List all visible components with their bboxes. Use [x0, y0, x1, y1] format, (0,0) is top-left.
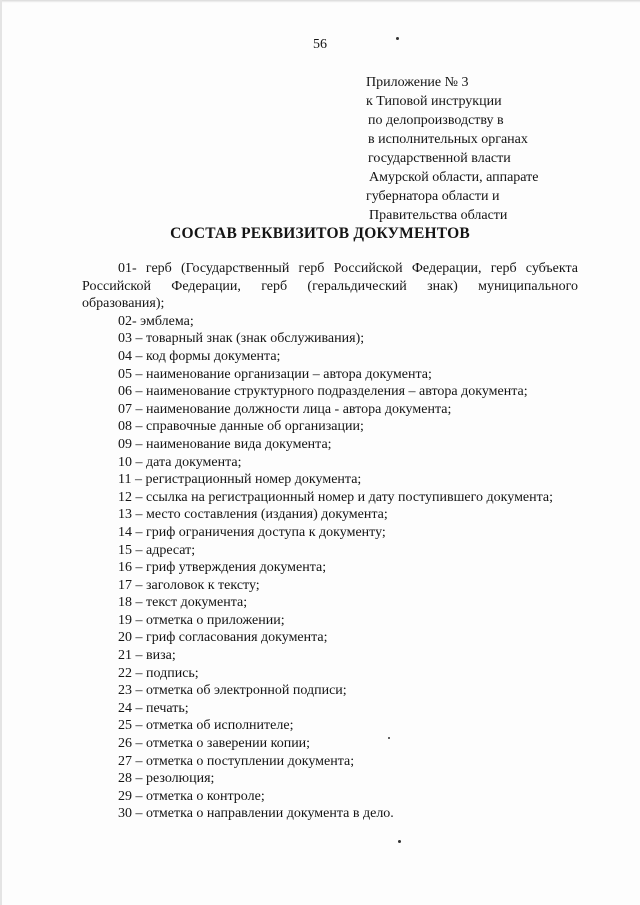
requisite-item: 07 – наименование должности лица - автора документа;: [118, 401, 452, 417]
requisite-item: 05 – наименование организации – автора документа;: [118, 366, 432, 382]
requisite-item: 29 – отметка о контроле;: [118, 788, 265, 804]
requisite-item: 21 – виза;: [118, 648, 176, 664]
scan-edge-top: [0, 0, 640, 3]
scan-speck: [396, 37, 399, 40]
requisite-item: 11 – регистрационный номер документа;: [118, 472, 362, 488]
requisite-item: 25 – отметка об исполнителе;: [118, 718, 294, 734]
scan-speck: [398, 840, 401, 843]
requisite-item: 04 – код формы документа;: [118, 348, 281, 364]
requisite-item: 15 – адресат;: [118, 542, 196, 558]
scan-speck: [388, 737, 390, 739]
requisite-item: 16 – гриф утверждения документа;: [118, 560, 327, 576]
appendix-line: государственной власти: [368, 151, 511, 166]
requisite-item: 19 – отметка о приложении;: [118, 612, 285, 628]
requisite-item: 10 – дата документа;: [118, 454, 242, 470]
appendix-line: по делопроизводству в: [368, 113, 504, 128]
appendix-line: Амурской области, аппарате: [369, 170, 539, 185]
requisite-item: 27 – отметка о поступлении документа;: [118, 753, 355, 769]
scan-edge-left: [0, 0, 2, 905]
appendix-line: губернатора области и: [366, 189, 500, 204]
appendix-line: к Типовой инструкции: [366, 94, 502, 109]
requisite-item: 06 – наименование структурного подразделения – автора документа;: [118, 384, 528, 400]
requisite-item: 17 – заголовок к тексту;: [118, 577, 260, 593]
requisite-item: 02- эмблема;: [118, 313, 194, 329]
appendix-line: в исполнительных органах: [368, 132, 528, 147]
appendix-header: [366, 73, 616, 225]
requisite-item: 26 – отметка о заверении копии;: [118, 736, 311, 752]
requisite-item: 28 – резолюция;: [118, 771, 215, 787]
requisite-item: 14 – гриф ограничения доступа к документу;: [118, 524, 386, 540]
requisite-item: 22 – подпись;: [118, 665, 199, 681]
document-title: СОСТАВ РЕКВИЗИТОВ ДОКУМЕНТОВ: [170, 225, 470, 242]
requisite-item: 24 – печать;: [118, 700, 189, 716]
page-number: 56: [313, 37, 327, 52]
requisite-item: 03 – товарный знак (знак обслуживания);: [118, 331, 365, 347]
requisites-list: [82, 260, 578, 823]
appendix-line: Правительства области: [369, 208, 508, 223]
requisite-item: 23 – отметка об электронной подписи;: [118, 683, 347, 699]
requisite-item: 08 – справочные данные об организации;: [118, 419, 364, 435]
requisite-item: 30 – отметка о направлении документа в дело.: [118, 806, 394, 822]
requisite-item: 12 – ссылка на регистрационный номер и дату поступившего документа;: [118, 489, 554, 505]
requisite-item: 18 – текст документа;: [118, 595, 248, 611]
requisite-item: 20 – гриф согласования документа;: [118, 630, 328, 646]
requisite-item: 01- герб (Государственный герб Российской Федерации, герб субъекта Российской Федерации, герб (геральдический знак) муниципального образования);: [82, 261, 578, 312]
appendix-line: Приложение № 3: [366, 75, 469, 90]
requisite-item: 09 – наименование вида документа;: [118, 436, 332, 452]
requisite-item: 13 – место составления (издания) документа;: [118, 507, 388, 523]
